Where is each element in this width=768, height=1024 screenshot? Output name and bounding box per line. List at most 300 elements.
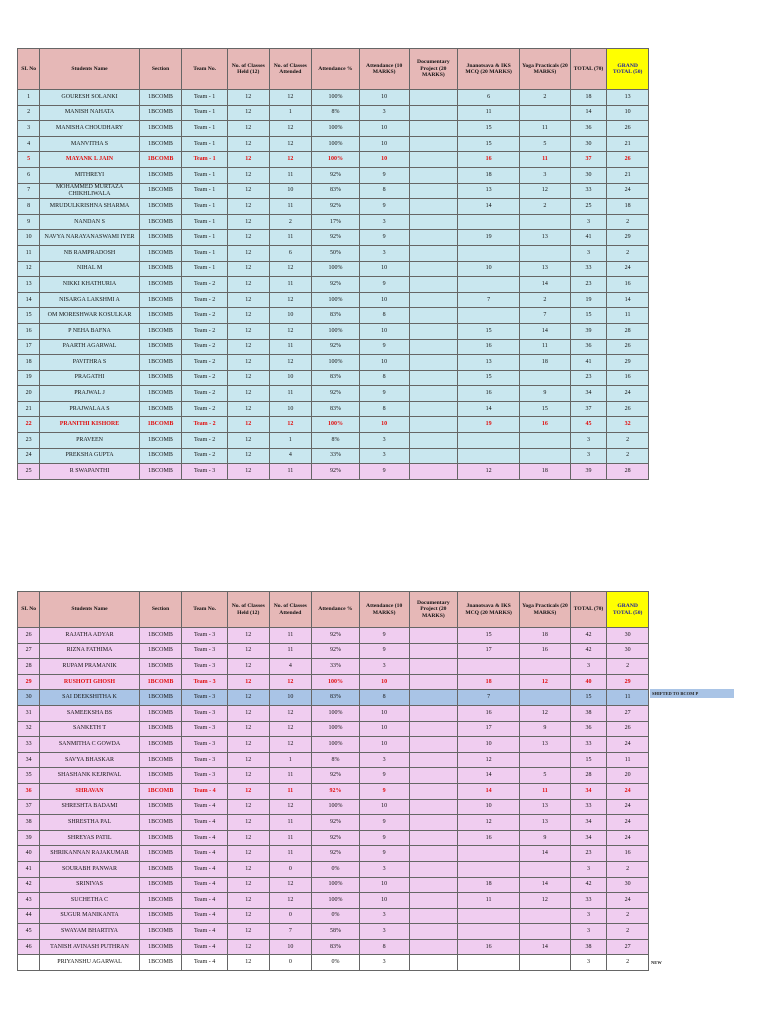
documentary-cell [409,417,458,433]
student-name-cell: SHRESTHA PAL [40,815,139,831]
classes-held-cell: 12 [227,846,269,862]
table-row [18,292,649,308]
student-name-cell: NIHAL M [40,261,139,277]
total-cell: 3 [570,448,607,464]
grand-total-cell: 26 [607,721,649,737]
team-cell: Team - 2 [182,339,228,355]
documentary-cell [409,815,458,831]
total-cell: 42 [570,643,607,659]
classes-held-cell: 12 [227,230,269,246]
section-cell: 1BCOMB [139,659,182,675]
attendance-marks-cell: 10 [359,121,409,137]
documentary-cell [409,877,458,893]
attendance-pct-cell: 100% [312,152,360,168]
sl-no-cell: 15 [18,308,40,324]
mcq-cell: 18 [458,167,520,183]
student-name-cell: PREKSHA GUPTA [40,448,139,464]
mcq-cell: 7 [458,292,520,308]
sl-no-cell: 26 [18,628,40,644]
table-row [18,659,649,675]
classes-held-cell: 12 [227,292,269,308]
total-cell: 23 [570,277,607,293]
student-name-cell: NAVYA NARAYANASWAMI IYER [40,230,139,246]
table-row [18,799,649,815]
mcq-cell [458,861,520,877]
sl-no-cell: 11 [18,245,40,261]
sl-no-cell: 28 [18,659,40,675]
student-name-cell: PRAJWAL J [40,386,139,402]
grand-total-cell: 2 [607,955,649,971]
grand-total-cell: 27 [607,939,649,955]
attendance-pct-cell: 100% [312,292,360,308]
yoga-cell [520,448,571,464]
table-row [18,105,649,121]
attendance-marks-cell: 8 [359,308,409,324]
classes-held-cell: 12 [227,861,269,877]
classes-held-cell: 12 [227,355,269,371]
section-cell: 1BCOMB [139,737,182,753]
table-row [18,924,649,940]
student-name-cell: MRUDULKRISHNA SHARMA [40,199,139,215]
attendance-marks-cell: 10 [359,893,409,909]
classes-held-cell: 12 [227,199,269,215]
attendance-pct-cell: 100% [312,893,360,909]
mcq-cell: 7 [458,690,520,706]
section-cell: 1BCOMB [139,893,182,909]
team-cell: Team - 1 [182,199,228,215]
yoga-cell: 5 [520,768,571,784]
total-cell: 40 [570,674,607,690]
section-cell: 1BCOMB [139,752,182,768]
student-name-cell: MOHAMMED MURTAZA CHIKHLIWALA [40,183,139,199]
classes-attended-cell: 11 [269,230,312,246]
team-cell: Team - 3 [182,643,228,659]
total-cell: 28 [570,768,607,784]
sl-no-cell: 22 [18,417,40,433]
total-cell: 41 [570,355,607,371]
mcq-cell: 11 [458,105,520,121]
total-cell: 30 [570,167,607,183]
attendance-pct-cell: 92% [312,464,360,480]
table-row [18,752,649,768]
classes-attended-cell: 12 [269,355,312,371]
yoga-cell: 3 [520,167,571,183]
attendance-pct-cell: 100% [312,721,360,737]
grand-total-cell: 29 [607,230,649,246]
attendance-pct-cell: 100% [312,417,360,433]
table-row [18,370,649,386]
table-row [18,308,649,324]
grand-total-cell: 30 [607,877,649,893]
mcq-cell: 15 [458,121,520,137]
section-cell: 1BCOMB [139,464,182,480]
mcq-cell: 14 [458,768,520,784]
attendance-pct-cell: 50% [312,245,360,261]
col-header-documentary-project: Documentary Project (20 MARKS) [409,49,458,90]
sl-no-cell: 27 [18,643,40,659]
student-name-cell: SHRESHTA BADAMI [40,799,139,815]
table-row [18,830,649,846]
classes-attended-cell: 12 [269,705,312,721]
classes-held-cell: 12 [227,464,269,480]
team-cell: Team - 1 [182,214,228,230]
documentary-cell [409,433,458,449]
grand-total-cell: 26 [607,121,649,137]
col-header-mcq: Jnanotsava & IKS MCQ (20 MARKS) [458,49,520,90]
grand-total-cell: 24 [607,830,649,846]
documentary-cell [409,183,458,199]
classes-held-cell: 12 [227,908,269,924]
classes-held-cell: 12 [227,955,269,971]
total-cell: 39 [570,464,607,480]
team-cell: Team - 2 [182,433,228,449]
student-name-cell: SHASHANK KEJRIWAL [40,768,139,784]
col-header-section: Section [139,49,182,90]
team-cell: Team - 4 [182,924,228,940]
section-cell: 1BCOMB [139,401,182,417]
classes-held-cell: 12 [227,659,269,675]
yoga-cell [520,690,571,706]
attendance-marks-cell: 3 [359,214,409,230]
documentary-cell [409,861,458,877]
mcq-cell: 17 [458,643,520,659]
mcq-cell: 15 [458,370,520,386]
section-cell: 1BCOMB [139,877,182,893]
classes-held-cell: 12 [227,705,269,721]
header-row [18,592,649,628]
classes-attended-cell: 12 [269,799,312,815]
attendance-pct-cell: 92% [312,815,360,831]
attendance-pct-cell: 100% [312,323,360,339]
classes-attended-cell: 12 [269,674,312,690]
yoga-cell: 14 [520,846,571,862]
attendance-pct-cell: 0% [312,861,360,877]
section-cell: 1BCOMB [139,308,182,324]
table-row [18,277,649,293]
documentary-cell [409,659,458,675]
documentary-cell [409,643,458,659]
attendance-marks-cell: 9 [359,815,409,831]
sl-no-cell: 17 [18,339,40,355]
grand-total-cell: 24 [607,737,649,753]
yoga-cell: 18 [520,628,571,644]
yoga-cell: 14 [520,877,571,893]
col-header-attendance-pct: Attendance % [312,49,360,90]
grand-total-cell: 24 [607,183,649,199]
attendance-pct-cell: 92% [312,199,360,215]
total-cell: 33 [570,737,607,753]
classes-attended-cell: 10 [269,690,312,706]
mcq-cell: 16 [458,386,520,402]
classes-held-cell: 12 [227,737,269,753]
classes-attended-cell: 12 [269,152,312,168]
mcq-cell [458,245,520,261]
yoga-cell: 16 [520,417,571,433]
attendance-pct-cell: 8% [312,105,360,121]
col-header-sl-no: SL No [18,49,40,90]
grand-total-cell: 26 [607,401,649,417]
section-cell: 1BCOMB [139,799,182,815]
marks-table-1 [17,48,649,480]
student-name-cell: SANKETH T [40,721,139,737]
mcq-cell: 10 [458,261,520,277]
attendance-marks-cell: 9 [359,230,409,246]
classes-held-cell: 12 [227,167,269,183]
table-row [18,355,649,371]
grand-total-cell: 16 [607,846,649,862]
sl-no-cell: 36 [18,783,40,799]
sl-no-cell: 29 [18,674,40,690]
student-name-cell: SANMITHA C GOWDA [40,737,139,753]
attendance-marks-cell: 8 [359,939,409,955]
section-cell: 1BCOMB [139,167,182,183]
attendance-pct-cell: 17% [312,214,360,230]
attendance-pct-cell: 92% [312,643,360,659]
yoga-cell: 7 [520,308,571,324]
student-name-cell: MANISH NAHATA [40,105,139,121]
table-row [18,861,649,877]
yoga-cell: 12 [520,183,571,199]
total-cell: 33 [570,799,607,815]
documentary-cell [409,245,458,261]
grand-total-cell: 2 [607,214,649,230]
total-cell: 3 [570,908,607,924]
attendance-marks-cell: 3 [359,433,409,449]
col-header-yoga-practicals: Yoga Practicals (20 MARKS) [520,592,571,628]
col-header-grand-total: GRAND TOTAL (50) [607,49,649,90]
grand-total-cell: 28 [607,323,649,339]
classes-held-cell: 12 [227,245,269,261]
yoga-cell: 13 [520,261,571,277]
attendance-marks-cell: 3 [359,245,409,261]
attendance-pct-cell: 92% [312,846,360,862]
grand-total-cell: 28 [607,464,649,480]
attendance-marks-cell: 9 [359,768,409,784]
table-row [18,783,649,799]
sl-no-cell: 33 [18,737,40,753]
section-cell: 1BCOMB [139,105,182,121]
classes-attended-cell: 7 [269,924,312,940]
section-cell: 1BCOMB [139,370,182,386]
marks-table-2 [17,591,649,971]
section-cell: 1BCOMB [139,846,182,862]
total-cell: 23 [570,370,607,386]
attendance-pct-cell: 100% [312,737,360,753]
attendance-marks-cell: 10 [359,674,409,690]
attendance-pct-cell: 58% [312,924,360,940]
section-cell: 1BCOMB [139,355,182,371]
documentary-cell [409,783,458,799]
student-name-cell: SUCHETHA C [40,893,139,909]
col-header-students-name: Students Name [40,49,139,90]
documentary-cell [409,768,458,784]
classes-attended-cell: 12 [269,721,312,737]
attendance-marks-cell: 3 [359,955,409,971]
table-row [18,339,649,355]
classes-held-cell: 12 [227,924,269,940]
student-name-cell: NISARGA LAKSHMI A [40,292,139,308]
classes-held-cell: 12 [227,277,269,293]
attendance-marks-cell: 8 [359,370,409,386]
table-row [18,628,649,644]
table-row [18,908,649,924]
grand-total-cell: 29 [607,355,649,371]
total-cell: 42 [570,877,607,893]
total-cell: 33 [570,893,607,909]
section-cell: 1BCOMB [139,433,182,449]
yoga-cell: 14 [520,939,571,955]
documentary-cell [409,230,458,246]
yoga-cell: 12 [520,674,571,690]
sl-no-cell: 31 [18,705,40,721]
mcq-cell: 11 [458,893,520,909]
header-row [18,49,649,90]
yoga-cell: 14 [520,277,571,293]
table-row [18,167,649,183]
team-cell: Team - 3 [182,737,228,753]
classes-held-cell: 12 [227,401,269,417]
classes-attended-cell: 12 [269,136,312,152]
section-cell: 1BCOMB [139,783,182,799]
team-cell: Team - 2 [182,292,228,308]
attendance-marks-cell: 10 [359,355,409,371]
table-row [18,136,649,152]
team-cell: Team - 1 [182,121,228,137]
classes-attended-cell: 11 [269,339,312,355]
yoga-cell: 18 [520,355,571,371]
section-cell: 1BCOMB [139,261,182,277]
mcq-cell: 6 [458,90,520,106]
classes-held-cell: 12 [227,386,269,402]
total-cell: 3 [570,924,607,940]
mcq-cell: 18 [458,674,520,690]
grand-total-cell: 13 [607,90,649,106]
team-cell: Team - 3 [182,721,228,737]
documentary-cell [409,339,458,355]
sl-no-cell: 25 [18,464,40,480]
documentary-cell [409,355,458,371]
classes-attended-cell: 12 [269,292,312,308]
sl-no-cell: 34 [18,752,40,768]
section-cell: 1BCOMB [139,830,182,846]
mcq-cell [458,659,520,675]
total-cell: 37 [570,401,607,417]
mcq-cell: 16 [458,152,520,168]
documentary-cell [409,214,458,230]
attendance-pct-cell: 83% [312,183,360,199]
grand-total-cell: 2 [607,924,649,940]
attendance-marks-cell: 8 [359,690,409,706]
team-cell: Team - 2 [182,370,228,386]
student-name-cell: SWAYAM BHARTIYA [40,924,139,940]
classes-held-cell: 12 [227,643,269,659]
col-header-section: Section [139,592,182,628]
sl-no-cell: 7 [18,183,40,199]
total-cell: 37 [570,152,607,168]
team-cell: Team - 3 [182,690,228,706]
documentary-cell [409,401,458,417]
mcq-cell: 13 [458,183,520,199]
table-row [18,386,649,402]
classes-attended-cell: 12 [269,261,312,277]
col-header-classes-attended: No. of Classes Attended [269,49,312,90]
team-cell: Team - 2 [182,448,228,464]
total-cell: 34 [570,815,607,831]
mcq-cell [458,924,520,940]
section-cell: 1BCOMB [139,230,182,246]
section-cell: 1BCOMB [139,705,182,721]
col-header-sl-no: SL No [18,592,40,628]
classes-attended-cell: 11 [269,643,312,659]
table-row [18,448,649,464]
total-cell: 3 [570,659,607,675]
classes-held-cell: 12 [227,448,269,464]
sl-no-cell: 23 [18,433,40,449]
student-name-cell: RUPAM PRAMANIK [40,659,139,675]
grand-total-cell: 2 [607,245,649,261]
team-cell: Team - 1 [182,245,228,261]
student-name-cell: RUSHOTI GHOSH [40,674,139,690]
section-cell: 1BCOMB [139,136,182,152]
classes-held-cell: 12 [227,815,269,831]
mcq-cell: 19 [458,417,520,433]
student-name-cell: NIKKI KHATHURIA [40,277,139,293]
col-header-grand-total: GRAND TOTAL (50) [607,592,649,628]
table-row [18,893,649,909]
attendance-pct-cell: 92% [312,386,360,402]
mcq-cell: 14 [458,783,520,799]
total-cell: 18 [570,90,607,106]
section-cell: 1BCOMB [139,815,182,831]
section-cell: 1BCOMB [139,674,182,690]
mcq-cell: 17 [458,721,520,737]
section-cell: 1BCOMB [139,183,182,199]
student-name-cell: RIZNA FATHIMA [40,643,139,659]
yoga-cell [520,433,571,449]
documentary-cell [409,846,458,862]
sl-no-cell: 37 [18,799,40,815]
yoga-cell: 18 [520,464,571,480]
documentary-cell [409,908,458,924]
grand-total-cell: 10 [607,105,649,121]
documentary-cell [409,830,458,846]
table-row [18,90,649,106]
classes-attended-cell: 2 [269,214,312,230]
sl-no-cell: 40 [18,846,40,862]
mcq-cell [458,308,520,324]
documentary-cell [409,90,458,106]
mcq-cell: 18 [458,877,520,893]
attendance-marks-cell: 8 [359,401,409,417]
classes-attended-cell: 11 [269,199,312,215]
student-name-cell: PRANITHI KISHORE [40,417,139,433]
table-row [18,261,649,277]
classes-held-cell: 12 [227,323,269,339]
col-header-classes-attended: No. of Classes Attended [269,592,312,628]
documentary-cell [409,752,458,768]
total-cell: 3 [570,433,607,449]
attendance-marks-cell: 3 [359,448,409,464]
sl-no-cell: 32 [18,721,40,737]
sl-no-cell: 35 [18,768,40,784]
table-row [18,705,649,721]
documentary-cell [409,152,458,168]
grand-total-cell: 30 [607,628,649,644]
sl-no-cell: 2 [18,105,40,121]
team-cell: Team - 1 [182,167,228,183]
total-cell: 3 [570,861,607,877]
team-cell: Team - 1 [182,90,228,106]
